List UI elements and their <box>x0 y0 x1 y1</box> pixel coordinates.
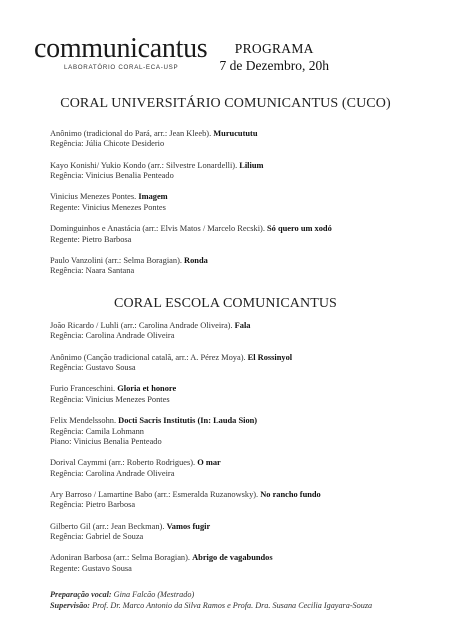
work-line <box>50 553 440 563</box>
work-title: Fala <box>234 321 251 330</box>
work-line <box>50 384 440 394</box>
performer-line: Regência: Pietro Barbosa <box>50 500 136 510</box>
composer-text: Anônimo (tradicional do Pará, arr.: Jean Kleeb). <box>50 129 214 138</box>
work-title: El Rossinyol <box>247 352 293 362</box>
performer-line: Regência: Naara Santana <box>50 266 135 276</box>
work-line <box>50 522 440 532</box>
performer-line: Regente: Pietro Barbosa <box>50 234 132 244</box>
composer-text: Vinicius Menezes Pontes. <box>50 192 139 202</box>
work-title: No rancho fundo <box>260 489 321 499</box>
performer-line: Regência: Camila Lohmann <box>50 426 144 436</box>
program-item <box>50 490 440 511</box>
work-title: Murucututu <box>213 129 258 138</box>
program-item <box>50 129 440 150</box>
section-cuco-list <box>50 129 440 277</box>
program-item <box>50 224 440 245</box>
logo-wordmark: communicantus <box>34 33 208 64</box>
composer-text: Gilberto Gil (arr.: Jean Beckman). <box>50 521 167 531</box>
performer-line: Regência: Gabriel de Souza <box>50 532 144 542</box>
work-line <box>50 458 440 468</box>
performer-line: Regência: Vinicius Benalia Penteado <box>50 171 174 181</box>
program-date: 7 de Dezembro, 20h <box>219 58 329 73</box>
logo-subtitle: LABORATÓRIO CORAL-ECA-USP <box>64 64 179 71</box>
work-line <box>50 129 440 139</box>
work-title: Docti Sacris Institutis (In: Lauda Sion) <box>118 416 258 426</box>
section-escola-list <box>50 321 440 574</box>
performer-line: Piano: Vinicius Benalia Penteado <box>50 436 162 446</box>
work-title: Gloria et honore <box>117 384 177 394</box>
work-line <box>50 256 440 266</box>
composer-text: João Ricardo / Luhli (arr.: Carolina Andrade Oliveira). <box>50 321 235 330</box>
performer-line: Regência: Júlia Chicote Desiderio <box>50 139 165 149</box>
supervision: Supervisão: Prof. Dr. Marco Antonio da Silva Ramos e Profa. Dra. Susana Cecilia Igayara-Souza <box>50 600 373 610</box>
program-item <box>50 192 440 213</box>
composer-text: Ary Barroso / Lamartine Babo (arr.: Esmeralda Ruzanowsky). <box>50 489 261 499</box>
work-line <box>50 416 440 426</box>
performer-line: Regência: Gustavo Sousa <box>50 363 136 373</box>
composer-text: Furio Franceschini. <box>50 384 118 394</box>
work-title: Só quero um xodó <box>267 224 332 234</box>
work-line <box>50 321 440 331</box>
program-item <box>50 353 440 374</box>
composer-text: Kayo Konishi/ Yukio Kondo (arr.: Silvestre Lonardelli). <box>50 160 240 170</box>
program-item <box>50 321 440 342</box>
program-label: PROGRAMA <box>234 41 314 56</box>
vocal-preparation: Preparação vocal: Gina Falcão (Mestrado) <box>50 590 195 599</box>
section-title-cuco: CORAL UNIVERSITÁRIO COMUNICANTUS (CUCO) <box>60 96 391 111</box>
performer-line: Regente: Gustavo Sousa <box>50 563 132 573</box>
work-title: O mar <box>197 458 221 468</box>
section-title-escola: CORAL ESCOLA COMUNICANTUS <box>114 296 337 311</box>
composer-text: Dorival Caymmi (arr.: Roberto Rodrigues). <box>50 458 198 468</box>
composer-text: Felix Mendelssohn. <box>50 416 119 426</box>
work-title: Lilium <box>239 160 264 170</box>
work-line <box>50 224 440 234</box>
composer-text: Anônimo (Canção tradicional catalã, arr.: A. Pérez Moya). <box>50 352 248 362</box>
composer-text: Paulo Vanzolini (arr.: Selma Boragian). <box>50 255 185 265</box>
program-item <box>50 256 440 277</box>
performer-line: Regência: Vinicius Menezes Pontes <box>50 394 170 404</box>
credits-footer <box>50 590 450 611</box>
work-line <box>50 192 440 202</box>
program-item <box>50 416 440 447</box>
composer-text: Adoniran Barbosa (arr.: Selma Boragian). <box>50 553 193 563</box>
work-title: Ronda <box>184 255 208 265</box>
work-title: Vamos fugir <box>166 521 211 531</box>
composer-text: Dominguinhos e Anastácia (arr.: Elvis Matos / Marcelo Recski). <box>50 224 268 234</box>
performer-line: Regente: Vinicius Menezes Pontes <box>50 202 166 212</box>
work-line <box>50 353 440 363</box>
work-line <box>50 161 440 171</box>
performer-line: Regência: Carolina Andrade Oliveira <box>50 468 175 478</box>
performer-line: Regência: Carolina Andrade Oliveira <box>50 331 175 341</box>
program-header <box>220 41 329 74</box>
program-item <box>50 522 440 543</box>
work-line <box>50 490 440 500</box>
program-item <box>50 161 440 182</box>
work-title: Abrigo de vagabundos <box>192 553 273 563</box>
program-item <box>50 553 440 574</box>
work-title: Imagem <box>138 192 168 202</box>
comunicantus-logo <box>34 33 208 71</box>
program-item <box>50 458 440 479</box>
program-item <box>50 384 440 405</box>
